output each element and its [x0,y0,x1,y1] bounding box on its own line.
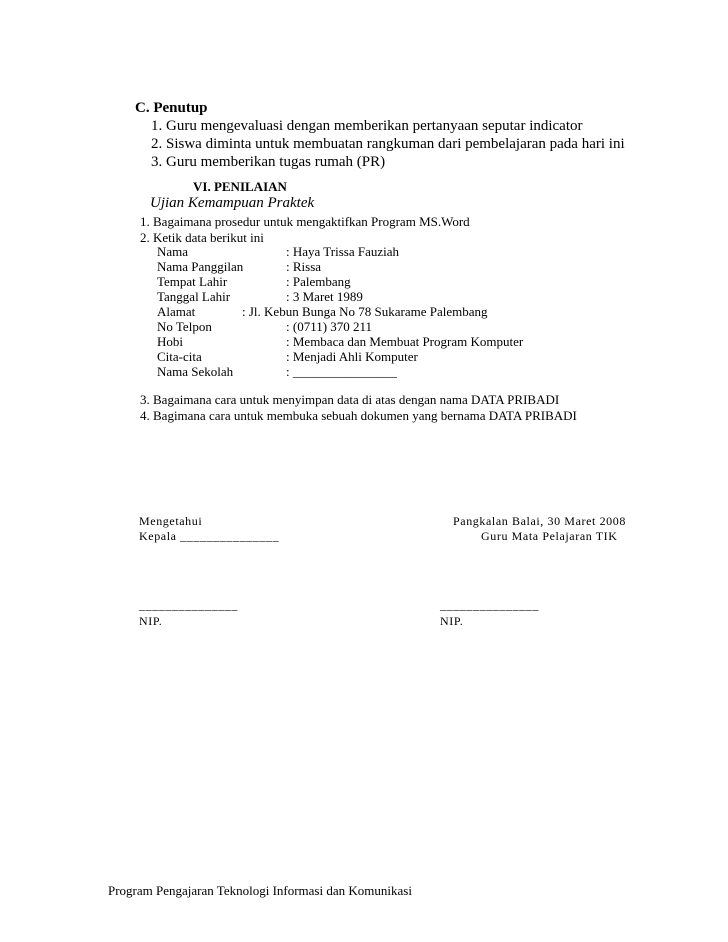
data-value-tanggal-lahir: : 3 Maret 1989 [286,289,363,304]
data-value-nama-sekolah: : ________________ [286,364,397,379]
data-value-no-telpon: : (0711) 370 211 [286,319,373,334]
data-value-tempat-lahir: : Palembang [286,274,351,289]
penutup-item-2: 2. Siswa diminta untuk membuatan rangkuman dari pembelajaran pada hari ini [151,136,625,152]
data-label-hobi: Hobi [157,334,183,349]
signature-left-mengetahui: Mengetahui [139,514,203,528]
signature-left-nip: NIP. [139,614,163,628]
data-value-alamat: : Jl. Kebun Bunga No 78 Sukarame Palembang [242,304,488,319]
question-2: 2. Ketik data berikut ini [140,230,264,245]
data-value-hobi: : Membaca dan Membuat Program Komputer [286,334,524,349]
signature-left-line: _______________ [139,598,238,612]
signature-right-nip: NIP. [440,614,464,628]
data-label-nama-sekolah: Nama Sekolah [157,364,234,379]
signature-right-role: Guru Mata Pelajaran TIK [481,529,618,543]
penutup-item-3: 3. Guru memberikan tugas rumah (PR) [151,154,386,170]
data-label-nama: Nama [157,244,189,259]
question-3: 3. Bagaimana cara untuk menyimpan data di atas dengan nama DATA PRIBADI [140,392,560,407]
question-1: 1. Bagaimana prosedur untuk mengaktifkan Program MS.Word [140,214,470,229]
data-label-alamat: Alamat [157,304,196,319]
data-label-cita-cita: Cita-cita [157,349,202,364]
penutup-item-1: 1. Guru mengevaluasi dengan memberikan pertanyaan seputar indicator [151,118,583,134]
page-footer: Program Pengajaran Teknologi Informasi dan Komunikasi [108,883,412,898]
data-value-cita-cita: : Menjadi Ahli Komputer [286,349,418,364]
data-value-nama: : Haya Trissa Fauziah [286,244,400,259]
signature-right-place-date: Pangkalan Balai, 30 Maret 2008 [453,514,626,528]
penilaian-subheading: Ujian Kemampuan Praktek [150,195,315,211]
data-label-no-telpon: No Telpon [157,319,212,334]
section-penutup-heading: C. Penutup [135,100,208,116]
data-label-nama-panggilan: Nama Panggilan [157,259,244,274]
signature-left-kepala: Kepala _______________ [139,529,280,543]
data-label-tanggal-lahir: Tanggal Lahir [157,289,231,304]
question-4: 4. Bagimana cara untuk membuka sebuah dokumen yang bernama DATA PRIBADI [140,408,577,423]
data-value-nama-panggilan: : Rissa [286,259,322,274]
section-penilaian-heading: VI. PENILAIAN [193,179,287,194]
data-label-tempat-lahir: Tempat Lahir [157,274,228,289]
signature-right-line: _______________ [440,598,539,612]
